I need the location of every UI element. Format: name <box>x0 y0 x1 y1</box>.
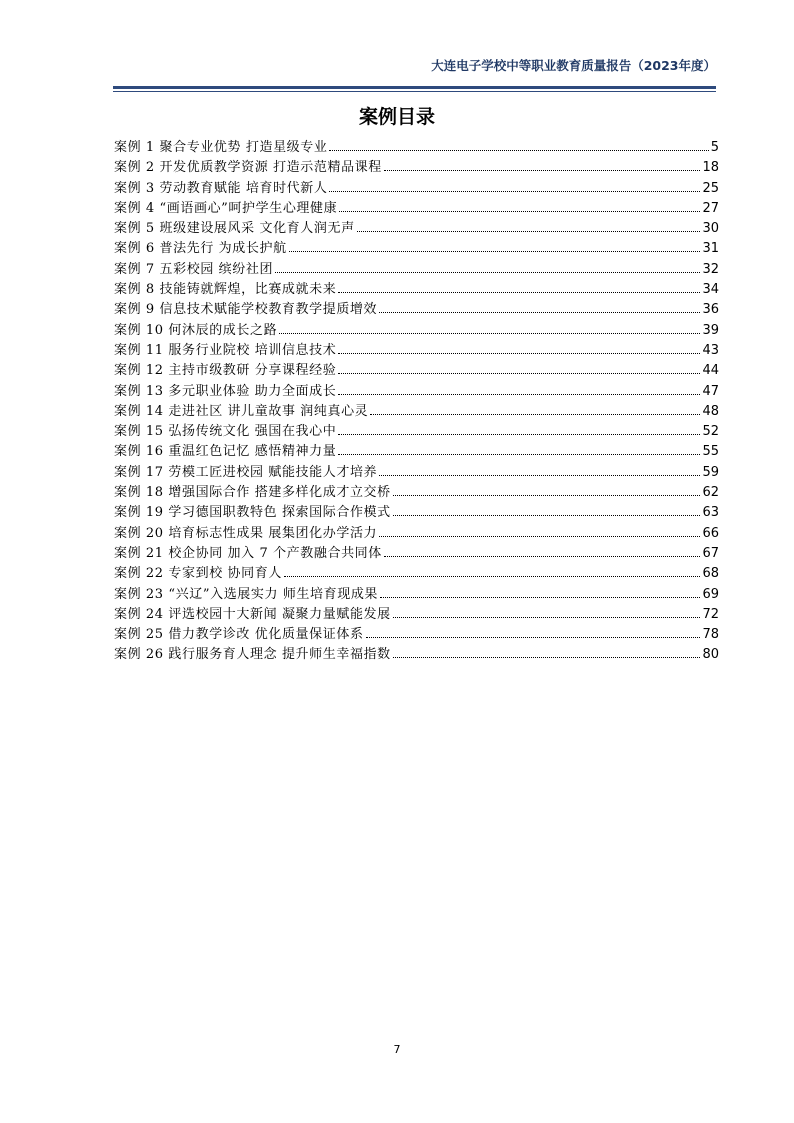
toc-entry[interactable] <box>114 522 719 542</box>
toc-entry-label: 案例 6 普法先行 为成长护航 <box>114 241 287 257</box>
toc-entry-page: 62 <box>702 485 719 501</box>
toc-dot-leader <box>384 170 701 171</box>
toc-entry-label: 案例 8 技能铸就辉煌，比赛成就未来 <box>114 282 337 298</box>
toc-entry-label: 案例 22 专家到校 协同育人 <box>114 566 282 582</box>
toc-dot-leader <box>289 251 701 252</box>
toc-entry-label: 案例 21 校企协同 加入 7 个产教融合共同体 <box>114 545 382 561</box>
toc-entry-page: 66 <box>702 525 719 541</box>
toc-dot-leader <box>329 191 700 192</box>
toc-entry-label: 案例 15 弘扬传统文化 强国在我心中 <box>114 424 337 440</box>
toc-entry-page: 67 <box>702 545 719 561</box>
toc-dot-leader <box>279 333 700 334</box>
toc-entry-label: 案例 4 “画语画心”呵护学生心理健康 <box>114 200 338 216</box>
toc-entry[interactable] <box>114 339 719 359</box>
toc-entry-page: 27 <box>702 200 719 216</box>
toc-entry-label: 案例 20 培育标志性成果 展集团化办学活力 <box>114 525 378 541</box>
toc-entry-page: 30 <box>702 221 719 237</box>
toc-entry-page: 25 <box>702 180 719 196</box>
toc-entry-page: 48 <box>702 403 719 419</box>
toc-entry-page: 55 <box>702 444 719 460</box>
toc-dot-leader <box>379 475 700 476</box>
toc-entry[interactable] <box>114 278 719 298</box>
toc-dot-leader <box>370 414 700 415</box>
toc-dot-leader <box>338 292 700 293</box>
toc-entry-page: 68 <box>702 566 719 582</box>
toc-entry-page: 47 <box>702 383 719 399</box>
toc-entry-page: 34 <box>702 282 719 298</box>
toc-dot-leader <box>379 536 700 537</box>
toc-entry-page: 72 <box>702 606 719 622</box>
toc-entry[interactable] <box>114 136 719 156</box>
toc-entry-label: 案例 25 借力教学诊改 优化质量保证体系 <box>114 627 364 643</box>
toc-entry-label: 案例 9 信息技术赋能学校教育教学提质增效 <box>114 302 378 318</box>
toc-entry[interactable] <box>114 583 719 603</box>
toc-dot-leader <box>380 597 700 598</box>
toc-entry-label: 案例 7 五彩校园 缤纷社团 <box>114 261 274 277</box>
toc-entry[interactable] <box>114 359 719 379</box>
toc-entry[interactable] <box>114 156 719 176</box>
toc-dot-leader <box>284 576 701 577</box>
toc-entry[interactable] <box>114 481 719 501</box>
toc-dot-leader <box>393 617 701 618</box>
toc-entry-label: 案例 3 劳动教育赋能 培育时代新人 <box>114 180 328 196</box>
toc-entry-label: 案例 23 “兴辽”入选展实力 师生培育现成果 <box>114 586 379 602</box>
toc-entry-label: 案例 14 走进社区 讲儿童故事 润纯真心灵 <box>114 403 369 419</box>
toc-dot-leader <box>338 353 700 354</box>
toc-entry[interactable] <box>114 319 719 339</box>
toc-dot-leader <box>338 373 700 374</box>
toc-dot-leader <box>379 312 700 313</box>
toc-entry-label: 案例 13 多元职业体验 助力全面成长 <box>114 383 337 399</box>
toc-entry-page: 43 <box>702 342 719 358</box>
toc-entry-label: 案例 17 劳模工匠进校园 赋能技能人才培养 <box>114 464 378 480</box>
toc-entry-page: 78 <box>702 627 719 643</box>
toc-entry-label: 案例 19 学习德国职教特色 探索国际合作模式 <box>114 505 391 521</box>
toc-entry-label: 案例 5 班级建设展风采 文化育人润无声 <box>114 221 355 237</box>
header-rule-thin <box>113 91 716 92</box>
toc-entry[interactable] <box>114 298 719 318</box>
toc-dot-leader <box>393 657 701 658</box>
toc-entry-page: 59 <box>702 464 719 480</box>
toc-entry[interactable] <box>114 440 719 460</box>
toc-entry[interactable] <box>114 217 719 237</box>
toc-entry[interactable] <box>114 461 719 481</box>
toc-entry[interactable] <box>114 562 719 582</box>
toc-entry-page: 39 <box>702 322 719 338</box>
toc-entry-label: 案例 16 重温红色记忆 感悟精神力量 <box>114 444 337 460</box>
table-of-contents <box>114 136 719 664</box>
toc-entry[interactable] <box>114 542 719 562</box>
toc-entry[interactable] <box>114 197 719 217</box>
toc-entry-label: 案例 18 增强国际合作 搭建多样化成才立交桥 <box>114 485 391 501</box>
toc-entry-page: 52 <box>702 424 719 440</box>
toc-entry-page: 36 <box>702 302 719 318</box>
toc-entry[interactable] <box>114 623 719 643</box>
toc-dot-leader <box>339 211 700 212</box>
header-rule-thick <box>113 86 716 89</box>
toc-entry-page: 5 <box>710 140 719 155</box>
toc-entry[interactable] <box>114 177 719 197</box>
toc-entry-page: 69 <box>702 586 719 602</box>
toc-entry-label: 案例 2 开发优质教学资源 打造示范精品课程 <box>114 160 382 176</box>
toc-entry[interactable] <box>114 501 719 521</box>
toc-entry-page: 18 <box>702 160 719 176</box>
toc-entry[interactable] <box>114 380 719 400</box>
toc-entry-page: 32 <box>702 261 719 277</box>
page-number: 7 <box>393 1043 401 1056</box>
toc-dot-leader <box>384 556 701 557</box>
toc-entry[interactable] <box>114 603 719 623</box>
report-header: 大连电子学校中等职业教育质量报告（2023年度） <box>431 58 716 73</box>
toc-entry[interactable] <box>114 400 719 420</box>
toc-dot-leader <box>338 454 700 455</box>
toc-dot-leader <box>393 515 701 516</box>
toc-dot-leader <box>275 272 700 273</box>
toc-entry[interactable] <box>114 420 719 440</box>
toc-entry-page: 63 <box>702 505 719 521</box>
toc-dot-leader <box>338 434 700 435</box>
toc-entry-page: 80 <box>702 647 719 663</box>
toc-entry-label: 案例 11 服务行业院校 培训信息技术 <box>114 342 337 358</box>
toc-entry-label: 案例 1 聚合专业优势 打造星级专业 <box>114 140 328 155</box>
toc-entry[interactable] <box>114 237 719 257</box>
toc-entry[interactable] <box>114 258 719 278</box>
toc-dot-leader <box>329 150 708 151</box>
toc-entry-page: 44 <box>702 363 719 379</box>
toc-entry-label: 案例 12 主持市级教研 分享课程经验 <box>114 363 337 379</box>
page-title: 案例目录 <box>358 106 435 128</box>
toc-entry-page: 31 <box>702 241 719 257</box>
toc-entry-label: 案例 24 评选校园十大新闻 凝聚力量赋能发展 <box>114 606 391 622</box>
toc-dot-leader <box>366 637 701 638</box>
toc-entry-label: 案例 26 践行服务育人理念 提升师生幸福指数 <box>114 647 391 663</box>
toc-dot-leader <box>393 495 701 496</box>
toc-dot-leader <box>338 394 700 395</box>
toc-entry-label: 案例 10 何沐辰的成长之路 <box>114 322 278 338</box>
toc-entry[interactable] <box>114 643 719 663</box>
toc-dot-leader <box>357 231 701 232</box>
